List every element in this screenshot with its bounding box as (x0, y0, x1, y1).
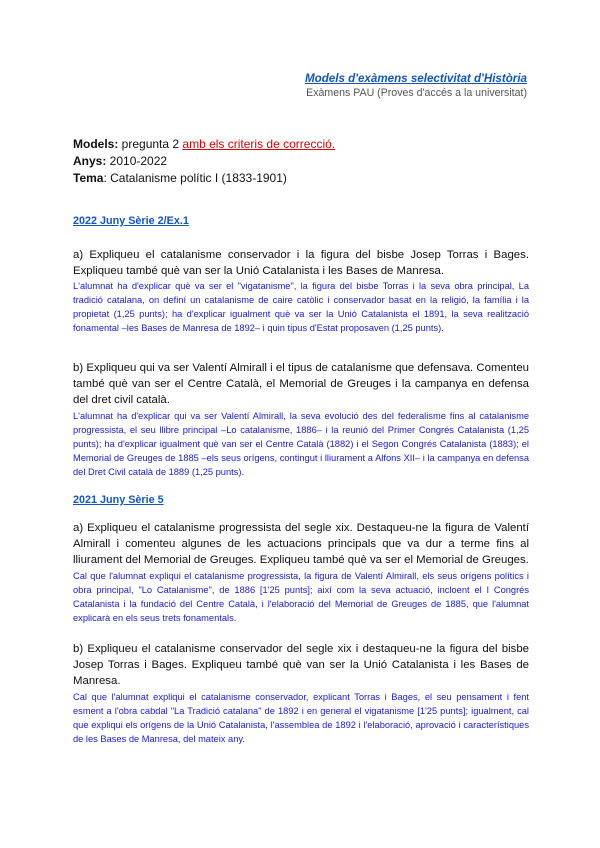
section-title-2022[interactable]: 2022 Juny Sèrie 2/Ex.1 (73, 215, 189, 227)
years-line (73, 153, 335, 170)
answer-criteria: Cal que l'alumnat expliqui el catalanisme progressista, la figura de Valentí Almirall, els seus orígens polítics i obra principal, "Lo Catalanisme", de 1886 [1'25 punts]; així com la seva actuació, incloent el I Congrés Catalanista i la fundació del Centre Català, i l'elaboració del Memorial de Greuges de 1885, que l'alumnat explicarà en els seus trets fonamentals. (73, 570, 529, 623)
answer-criteria: L'alumnat ha d'explicar qui va ser Valentí Almirall, la seva evolució des del federalisme fins al catalanisme progressista, el seu llibre principal –Lo catalanisme, 1886– i la reunió del Primer Congrés Catalanista (1,25 punts); ha d'explicar igualment què van ser el Centre Català (1882) i el Segon Congrés Catalanista (1883); el Memorial de Greuges de 1885 –els seus orígens, contingut i lliurament a Alfons XII– i la campanya en defensa del Dret Civil català de 1889 (1,25 punts). (73, 410, 529, 477)
years-label: Anys: (73, 154, 107, 168)
question-text: b) Expliqueu el catalanisme conservador del segle xix i destaqueu-ne la figura del bisbe Josep Torras i Bages. Expliqueu també què van ser la Unió Catalanista i les Bases de Manresa. (73, 643, 529, 688)
question-text: a) Expliqueu el catalanisme conservador i la figura del bisbe Josep Torras i Bages. Expliqueu també què van ser la Unió Catalanista i les Bases de Manresa. (73, 249, 529, 278)
header-title-link[interactable]: Models d'exàmens selectivitat d'Història (304, 72, 527, 85)
topic-label: Tema (73, 171, 104, 185)
question-block (73, 360, 529, 479)
document-header (305, 71, 527, 101)
answer-criteria: L'alumnat ha d'explicar què va ser el "vigatanisme", la figura del bisbe Torras i la seva obra principal, La tradició catalana, on definí un catalanisme de caire catòlic i conservador basat en la religió, la família i la propietat (1,25 punts); ha d'explicar igualment què va ser la Unió Catalanista el 1891, la seva realització fonamental –les Bases de Manresa de 1892– i quin tipus d'Estat proposaven (1,25 punts). (73, 281, 529, 334)
topic-value: : Catalanisme polític I (1833-1901) (103, 171, 287, 185)
models-line (73, 136, 335, 153)
question-block (73, 247, 529, 335)
question-block (73, 641, 529, 746)
topic-line (73, 170, 335, 187)
answer-criteria: Cal que l'alumnat expliqui el catalanisme conservador, explicant Torras i Bages, el seu pensament i fent esment a l'obra cabdal "La Tradició catalana" de 1892 i en general el vigatanisme [1'25 punts]; igualment, cal que expliqui els orígens de la Unió Catalanista, l'assemblea de 1892 i l'elaboració, aprovació i característiques de les Bases de Manresa, del mateix any. (73, 691, 529, 744)
years-value: 2010-2022 (106, 154, 168, 168)
section-title-2021[interactable]: 2021 Juny Sèrie 5 (73, 494, 164, 506)
question-text: b) Expliqueu qui va ser Valentí Almirall i el tipus de catalanisme que defensava. Comenteu també què van ser el Centre Català, el Memorial de Greuges i la campanya en defensa del dret civil català. (73, 362, 529, 407)
question-text: a) Expliqueu el catalanisme progressista del segle xix. Destaqueu-ne la figura de Valentí Almirall i comenteu algunes de les actuacions principals que va dur a terme fins al lliurament del Memorial de Greuges. Expliqueu també què va ser el Memorial de Greuges. (73, 522, 529, 567)
question-block (73, 520, 529, 625)
correction-criteria-link[interactable]: amb els criteris de correcció. (182, 137, 336, 151)
header-subtitle: Exàmens PAU (Proves d'accés a la universitat) (306, 87, 527, 99)
models-text: pregunta 2 (118, 137, 183, 151)
models-label: Models: (73, 137, 119, 151)
document-meta (73, 136, 335, 187)
